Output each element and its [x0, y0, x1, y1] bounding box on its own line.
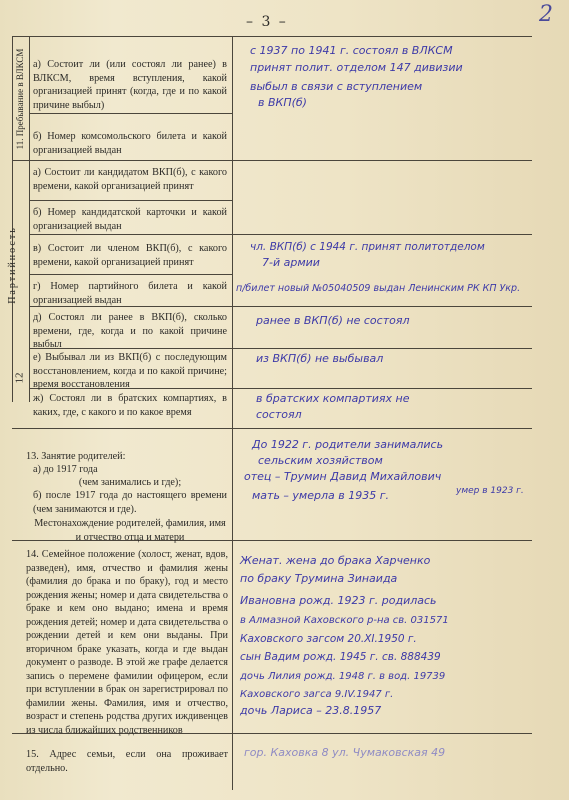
a13-line3: отец – Трумин Давид Михайлович — [244, 470, 442, 483]
a15-answer: гор. Каховка 8 ул. Чумаковская 49 — [244, 746, 446, 759]
q11a-text: а) Состоит ли (или состоял ли ранее) в ВЛКСМ, время вступления, какой организацией принят (когда, где и по какой причине выбыл) — [33, 59, 227, 111]
a12g: п/билет новый №05040509 выдан Ленинским РК КП Укр. — [236, 283, 521, 294]
a12v-line2: 7-й армии — [262, 256, 320, 269]
q12g-text: г) Номер партийного билета и какой организацией выдан — [33, 281, 227, 306]
q12zh-text: ж) Состоял ли в братских компартиях, в каких, где, с какого и по какое время — [33, 393, 227, 418]
a13-line2: сельским хозяйством — [258, 454, 383, 467]
q12b-text: б) Номер кандидатской карточки и какой организацией выдан — [33, 207, 227, 232]
answer-col-divider — [232, 36, 233, 790]
rule — [29, 200, 232, 201]
a11-line1: с 1937 по 1941 г. состоял в ВЛКСМ — [250, 44, 453, 57]
rule — [29, 234, 532, 235]
q11b-text: б) Номер комсомольского билета и какой организацией выдан — [33, 131, 227, 156]
a14-line1: Женат. жена до брака Харченко — [240, 554, 431, 567]
page-number: – 3 – — [246, 14, 288, 30]
q15-number: 15. — [26, 749, 39, 760]
a13-note: умер в 1923 г. — [456, 486, 524, 496]
q13-title: Занятие родителей: — [41, 451, 126, 462]
a12v-line1: чл. ВКП(б) с 1944 г. принят политотделом — [250, 241, 485, 253]
q13c: Местонахождение родителей, фамилия, имя и отчество отца и матери — [34, 518, 226, 543]
a14-line9: дочь Лариса – 23.8.1957 — [240, 704, 382, 717]
q12a-text: а) Состоит ли кандидатом ВКП(б), с какого времени, какой организацией принят — [33, 167, 227, 192]
a14-line4: в Алмазной Каховского р-на св. 031571 — [240, 615, 449, 626]
a13-line1: До 1922 г. родители занимались — [252, 438, 444, 451]
a11-line4: в ВКП(б) — [258, 96, 307, 109]
a12d: ранее в ВКП(б) не состоял — [256, 314, 410, 327]
rule — [29, 274, 232, 275]
q14-number: 14. — [26, 549, 39, 560]
q15 — [26, 748, 228, 775]
q13-title-row — [26, 450, 226, 464]
section-11-side-label: 11. Пребывание в ВЛКСМ — [15, 48, 25, 150]
q12d-text: д) Состоял ли ранее в ВКП(б), сколько времени, где, когда и по какой причине выбыл — [33, 312, 227, 350]
rule — [12, 160, 532, 161]
q12v-text: в) Состоит ли членом ВКП(б), с какого времени, какой организацией принят — [33, 243, 227, 268]
rule — [29, 113, 232, 114]
handwritten-sheet-number: 2 — [539, 2, 553, 27]
top-rule — [12, 36, 532, 37]
q12e-text: е) Выбывал ли из ВКП(б) с последующим восстановлением, когда и по какой причине; время восстановления — [33, 352, 227, 390]
q14 — [26, 548, 228, 737]
q13a: а) до 1917 года — [33, 464, 98, 475]
q13-number: 13. — [26, 451, 39, 462]
a12zh-line2: состоял — [256, 408, 302, 421]
q15-text: Адрес семьи, если она проживает отдельно. — [26, 749, 228, 774]
q13a-paren: (чем занимались и где); — [78, 477, 182, 488]
q13b: б) после 1917 года до настоящего времени (чем занимаются и где). — [33, 490, 227, 515]
a14-line2: по браку Трумина Зинаида — [240, 572, 398, 585]
section-12-number: 12 — [13, 372, 26, 384]
a12zh-line1: в братских компартиях не — [256, 392, 410, 405]
a13-line4: мать – умерла в 1935 г. — [252, 489, 389, 502]
a12e: из ВКП(б) не выбывал — [256, 352, 384, 365]
a11-line2: принят полит. отделом 147 дивизии — [250, 61, 463, 74]
section-12-side-label: Партийность — [7, 226, 18, 304]
q14-text: Семейное положение (холост, женат, вдов, разведен), имя, отчество и фамилия жены (фамилия до брака и по браку), год и место рождения жены; номер и дата свидетельства о браке и кем оно выдано; имена и время рождения детей; номер и дата свидетельства о рождении детей и кем они выданы. При вторичном браке указать, когда и где выдан документ о разводе. В этой же графе делается запись о перемене фамилии офицером, если при вступлении в брак он зарегистрировал по фамилии жены. Фамилия, имя и отчество, возраст и степень родства других иждивенцев из числа ближайших родственников — [26, 549, 228, 736]
a14-line8: Каховского загса 9.IV.1947 г. — [240, 689, 394, 700]
rule — [12, 428, 532, 429]
a14-line3: Ивановна рожд. 1923 г. родилась — [240, 594, 437, 607]
a14-line7: дочь Лилия рожд. 1948 г. в вод. 19739 — [240, 671, 446, 682]
a11-line3: выбыл в связи с вступлением — [250, 80, 423, 93]
a14-line6: сын Вадим рожд. 1945 г. св. 888439 — [240, 651, 441, 663]
a14-line5: Каховского загсом 20.XI.1950 г. — [240, 633, 417, 645]
